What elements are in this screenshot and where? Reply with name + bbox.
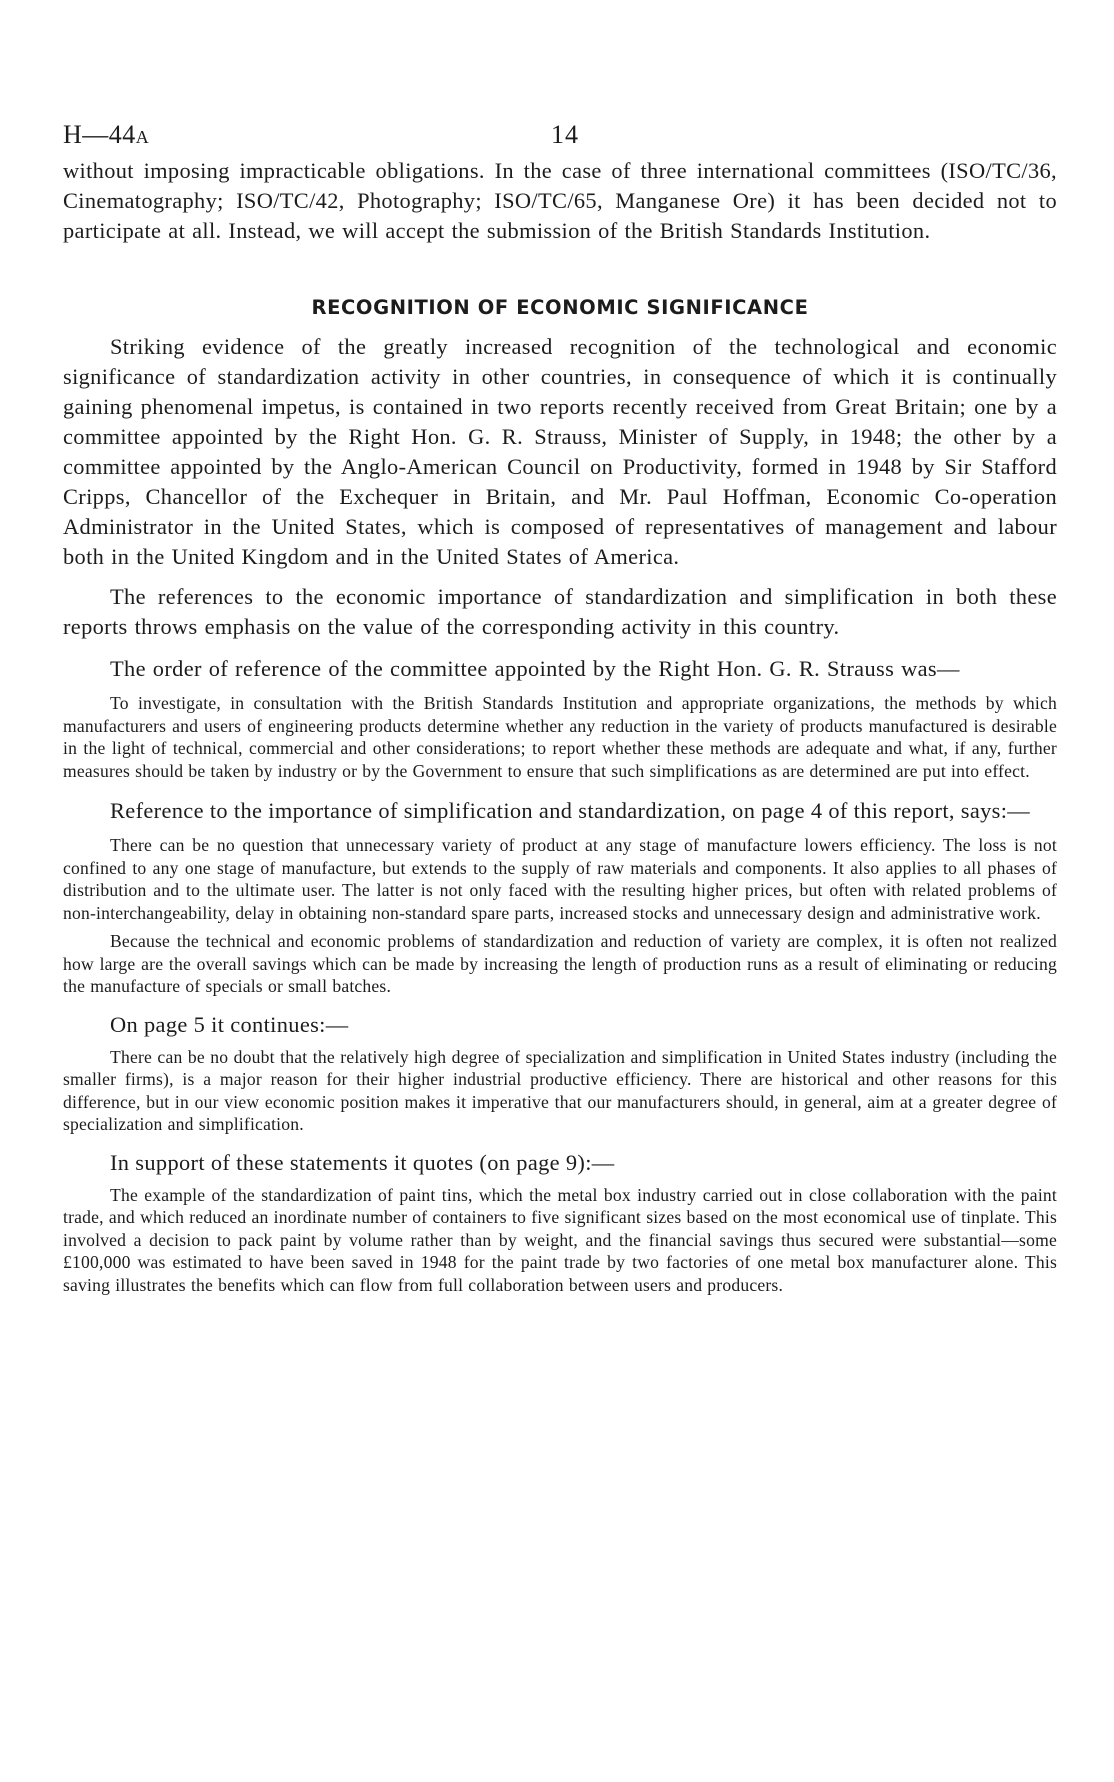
- document-reference-main: H—44: [63, 120, 136, 149]
- paragraph-support-page-9: In support of these statements it quotes (on page 9):—: [110, 1149, 615, 1175]
- paragraph-continued: without imposing impracticable obligations. In the case of three international committees (ISO/TC/36, Cinematography; ISO/TC/42, Photography; ISO/TC/65, Manganese Ore) it has been decided not to participate at all. Instead, we will accept the submission of the British Standards Institution.: [63, 158, 1057, 243]
- page-number: 14: [551, 120, 579, 149]
- paragraph-page-5: On page 5 it continues:—: [110, 1011, 349, 1037]
- document-page: [63, 112, 1057, 1296]
- quote-unnecessary-variety: There can be no question that unnecessary variety of product at any stage of manufacture lowers efficiency. The loss is not confined to any one stage of manufacture, but extends to the supply of raw materials and components. It also applies to all phases of distribution and to the ultimate user. The latter is not only faced with the resulting higher prices, but often with related problems of non-interchangeability, delay in obtaining non-standard spare parts, increased stocks and unnecessary design and administrative work.: [63, 835, 1057, 923]
- quote-order-of-reference: To investigate, in consultation with the British Standards Institution and appropriate organizations, the methods by which manufacturers and users of engineering products determine whether any reduction in the variety of products manufactured is desirable in the light of technical, commercial and other considerations; to report whether these methods are adequate and what, if any, further measures should be taken by industry or by the Government to ensure that such simplifications as are determined are put into effect.: [63, 693, 1057, 781]
- paragraph-striking-evidence: Striking evidence of the greatly increased recognition of the technological and economic significance of standardization activity in other countries, in consequence of which it is continually gaining phenomenal impetus, is contained in two reports recently received from Great Britain; one by a committee appointed by the Right Hon. G. R. Strauss, Minister of Supply, in 1948; the other by a committee appointed by the Anglo-American Council on Productivity, formed in 1948 by Sir Stafford Cripps, Chancellor of the Exchequer in Britain, and Mr. Paul Hoffman, Economic Co-operation Administrator in the United States, which is composed of representatives of management and labour both in the United Kingdom and in the United States of America.: [63, 334, 1057, 569]
- paragraph-reference-page-4: Reference to the importance of simplification and standardization, on page 4 of this report, says:—: [110, 798, 1031, 823]
- document-reference-suffix: A: [135, 127, 150, 147]
- paragraph-order-of-reference: The order of reference of the committee appointed by the Right Hon. G. R. Strauss was—: [110, 656, 960, 681]
- paragraph-references: The references to the economic importance of standardization and simplification in both these reports throws emphasis on the value of the corresponding activity in this country.: [63, 584, 1057, 639]
- section-heading: RECOGNITION OF ECONOMIC SIGNIFICANCE: [311, 296, 809, 319]
- quote-specialization: There can be no doubt that the relatively high degree of specialization and simplification in United States industry (including the smaller firms), is a major reason for their higher industrial productive efficiency. There are historical and other reasons for this difference, but in our view economic position makes it imperative that our manufacturers should, in general, aim at a greater degree of specialization and simplification.: [63, 1046, 1057, 1134]
- quote-technical-economic-problems: Because the technical and economic problems of standardization and reduction of variety are complex, it is often not realized how large are the overall savings which can be made by increasing the length of production runs as a result of eliminating or reducing the manufacture of specials or small batches.: [63, 931, 1057, 996]
- running-head: [63, 112, 1057, 152]
- document-reference: [63, 120, 149, 150]
- quote-paint-tins: The example of the standardization of paint tins, which the metal box industry carried out in close collaboration with the paint trade, and which reduced an inordinate number of containers to five significant sizes based on the most economical use of tinplate. This involved a decision to pack paint by volume rather than by weight, and the financial savings thus secured were substantial—some £100,000 was estimated to have been saved in 1948 for the paint trade by two factories of one metal box manufacturer alone. This saving illustrates the benefits which can flow from full collaboration between users and producers.: [63, 1184, 1057, 1295]
